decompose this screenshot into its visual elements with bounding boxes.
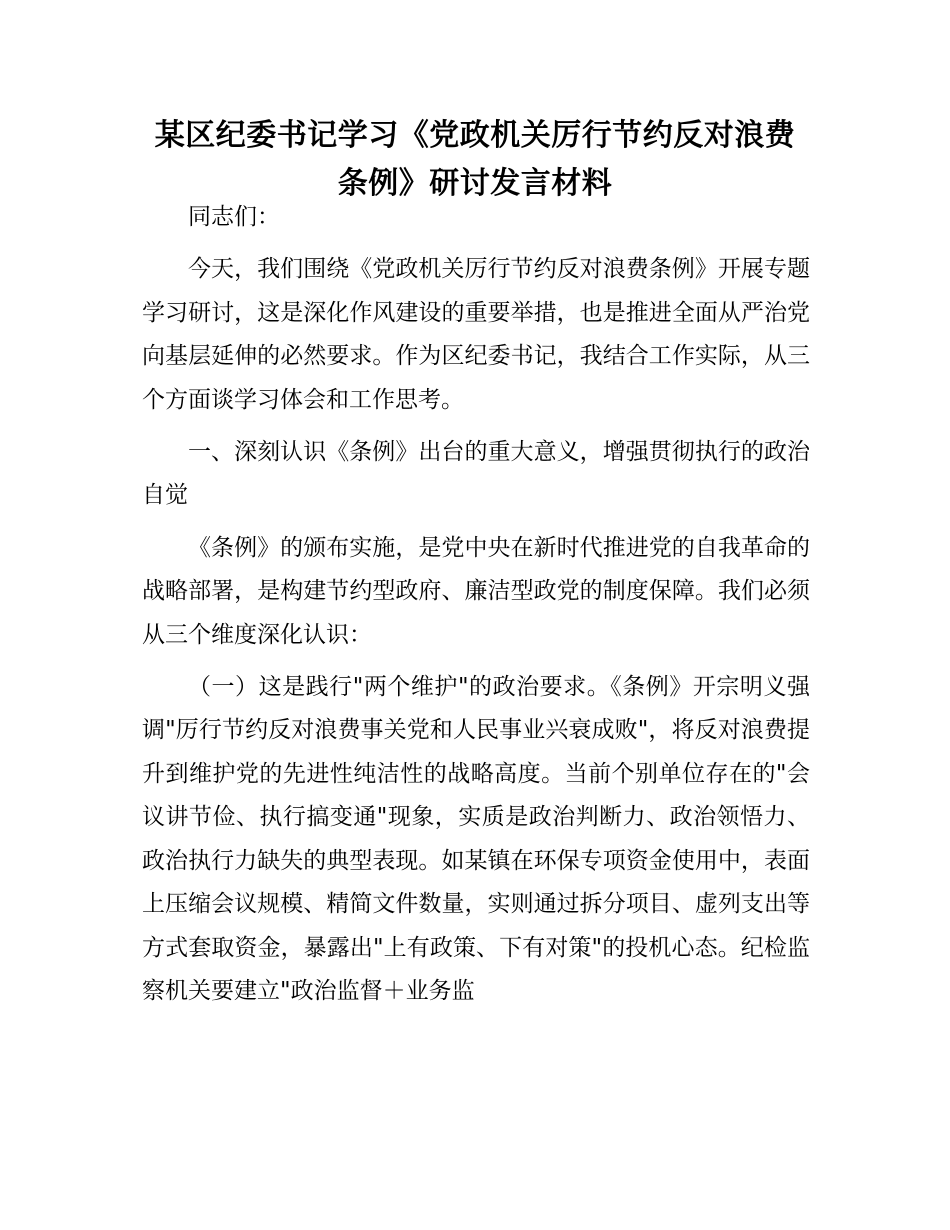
document-title: 某区纪委书记学习《党政机关厉行节约反对浪费条例》研讨发言材料: [154, 118, 796, 201]
section-heading-1: 一、深刻认识《条例》出台的重大意义，增强贯彻执行的政治自觉: [142, 439, 810, 509]
document-body: [142, 196, 810, 1022]
intro-paragraph: 今天，我们围绕《党政机关厉行节约反对浪费条例》开展专题学习研讨，这是深化作风建设的重要举措，也是推进全面从严治党向基层延伸的必然要求。作为区纪委书记，我结合工作实际，从三个方面谈学习体会和工作思考。: [142, 256, 810, 413]
section-1-paragraph: 《条例》的颁布实施，是党中央在新时代推进党的自我革命的战略部署，是构建节约型政府、廉洁型政党的制度保障。我们必须从三个维度深化认识：: [142, 534, 810, 648]
salutation-paragraph: 同志们：: [188, 204, 280, 230]
subsection-1-paragraph: （一）这是践行"两个维护"的政治要求。《条例》开宗明义强调"厉行节约反对浪费事关党和人民事业兴衰成败"，将反对浪费提升到维护党的先进性纯洁性的战略高度。当前个别单位存在的"会议讲节俭、执行搞变通"现象，实质是政治判断力、政治领悟力、政治执行力缺失的典型表现。如某镇在环保专项资金使用中，表面上压缩会议规模、精简文件数量，实则通过拆分项目、虚列支出等方式套取资金，暴露出"上有政策、下有对策"的投机心态。纪检监察机关要建立"政治监督＋业务监: [142, 674, 810, 1004]
